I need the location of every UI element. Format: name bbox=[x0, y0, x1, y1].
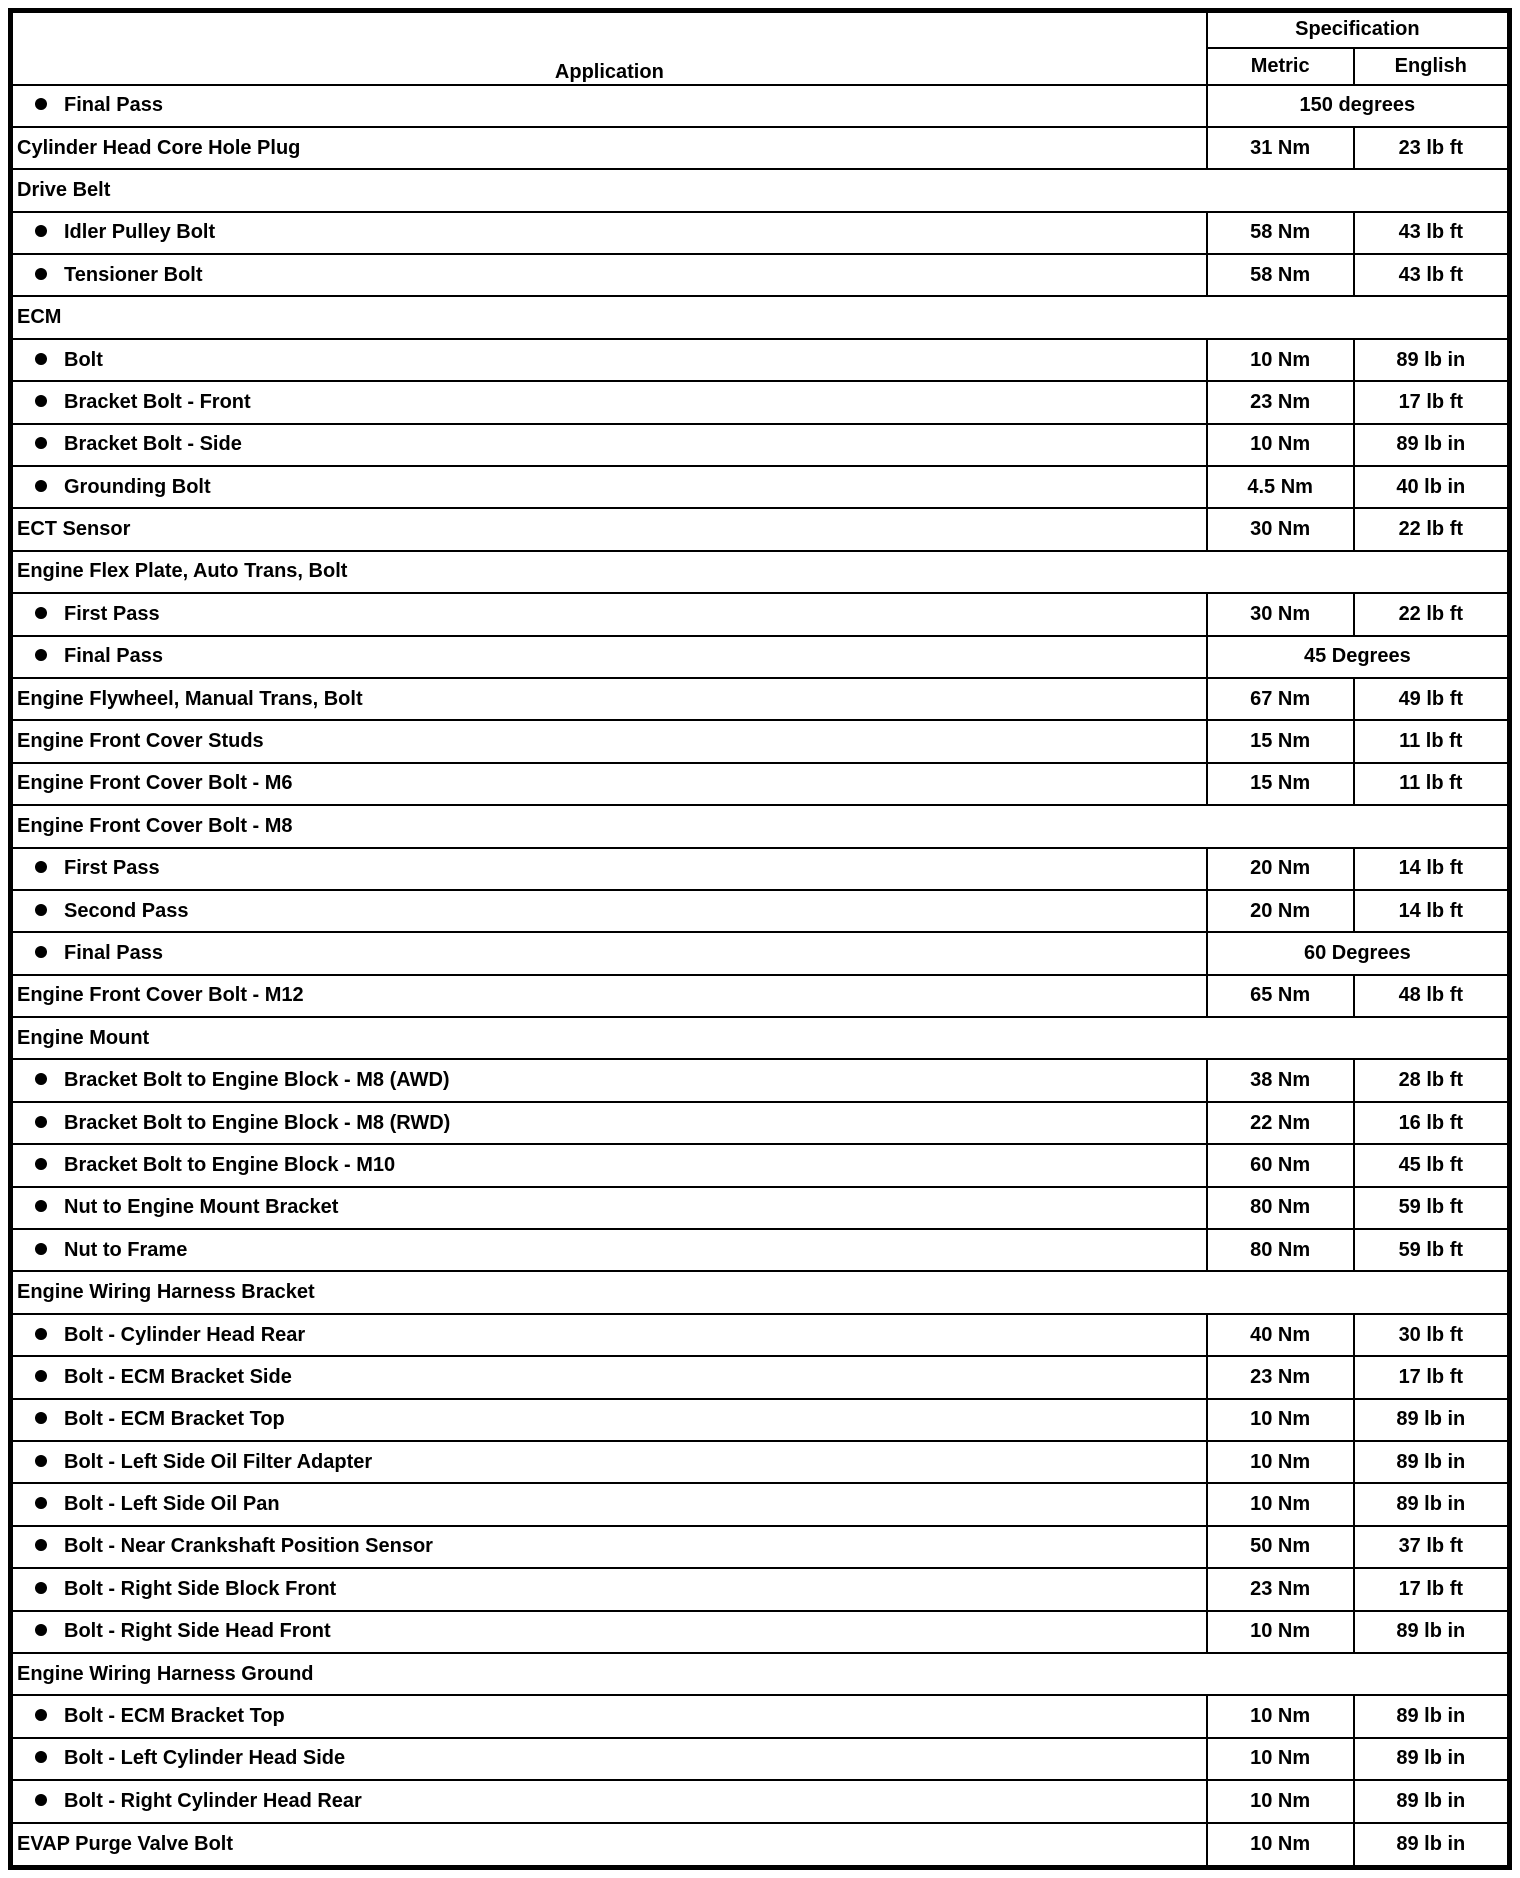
table-row bbox=[11, 890, 1510, 932]
specification-english-value: 89 lb in bbox=[1354, 424, 1510, 466]
table-row bbox=[11, 763, 1510, 805]
bullet-icon bbox=[35, 353, 47, 365]
application-label-text: Engine Front Cover Studs bbox=[17, 730, 264, 753]
bullet-icon bbox=[35, 861, 47, 873]
bullet-icon bbox=[35, 1200, 47, 1212]
application-label-text: Final Pass bbox=[64, 942, 163, 964]
specification-english-value: 14 lb ft bbox=[1354, 890, 1510, 932]
specification-english-value: 89 lb in bbox=[1354, 1695, 1510, 1737]
application-section-label: Engine Wiring Harness Bracket bbox=[11, 1271, 1510, 1313]
header-row-specification bbox=[11, 11, 1510, 48]
bullet-icon bbox=[35, 1497, 47, 1509]
application-section-label: ECM bbox=[11, 296, 1510, 338]
specification-metric-value: 20 Nm bbox=[1207, 890, 1354, 932]
bullet-icon bbox=[35, 1709, 47, 1721]
application-sub-item bbox=[11, 1144, 1207, 1186]
application-sub-item bbox=[11, 890, 1207, 932]
table-row bbox=[11, 1823, 1510, 1868]
table-row bbox=[11, 1399, 1510, 1441]
specification-english-value: 59 lb ft bbox=[1354, 1229, 1510, 1271]
bullet-icon bbox=[35, 1539, 47, 1551]
bullet-icon bbox=[35, 1751, 47, 1763]
table-row bbox=[11, 1229, 1510, 1271]
table-row bbox=[11, 1653, 1510, 1695]
specification-english-value: 49 lb ft bbox=[1354, 678, 1510, 720]
application-sub-item bbox=[11, 636, 1207, 678]
specification-metric-value: 67 Nm bbox=[1207, 678, 1354, 720]
specification-english-value: 28 lb ft bbox=[1354, 1059, 1510, 1101]
specification-metric-value: 40 Nm bbox=[1207, 1314, 1354, 1356]
application-item-label bbox=[11, 720, 1207, 762]
specification-metric-value: 30 Nm bbox=[1207, 508, 1354, 550]
table-row bbox=[11, 1059, 1510, 1101]
bullet-icon bbox=[35, 437, 47, 449]
application-section-label: Engine Wiring Harness Ground bbox=[11, 1653, 1510, 1695]
specification-english-value: 11 lb ft bbox=[1354, 720, 1510, 762]
table-row bbox=[11, 1780, 1510, 1822]
application-sub-item bbox=[11, 1399, 1207, 1441]
specification-english-value: 89 lb in bbox=[1354, 1483, 1510, 1525]
table-header bbox=[11, 11, 1510, 85]
application-sub-item bbox=[11, 424, 1207, 466]
application-label-text: Bolt - Left Side Oil Pan bbox=[64, 1493, 280, 1516]
application-sub-item bbox=[11, 381, 1207, 423]
specification-span-value: 45 Degrees bbox=[1207, 636, 1510, 678]
application-sub-item bbox=[11, 1780, 1207, 1822]
application-label-text: Bracket Bolt - Front bbox=[64, 390, 251, 413]
bullet-icon bbox=[35, 1412, 47, 1424]
table-row bbox=[11, 296, 1510, 338]
specification-english-value: 89 lb in bbox=[1354, 339, 1510, 381]
application-label-text: EVAP Purge Valve Bolt bbox=[17, 1832, 234, 1855]
bullet-icon bbox=[35, 395, 47, 407]
application-item-label bbox=[11, 127, 1207, 169]
specification-english-value: 40 lb in bbox=[1354, 466, 1510, 508]
table-row bbox=[11, 1187, 1510, 1229]
table-row bbox=[11, 1017, 1510, 1059]
application-sub-item bbox=[11, 339, 1207, 381]
specification-english-value: 89 lb in bbox=[1354, 1611, 1510, 1653]
table-row bbox=[11, 848, 1510, 890]
application-sub-item bbox=[11, 254, 1207, 296]
table-row bbox=[11, 551, 1510, 593]
application-sub-item bbox=[11, 848, 1207, 890]
table-row bbox=[11, 212, 1510, 254]
specification-english-value: 45 lb ft bbox=[1354, 1144, 1510, 1186]
application-sub-item bbox=[11, 1102, 1207, 1144]
specification-english-value: 48 lb ft bbox=[1354, 975, 1510, 1017]
application-sub-item bbox=[11, 1356, 1207, 1398]
specification-metric-value: 15 Nm bbox=[1207, 720, 1354, 762]
table-row bbox=[11, 1144, 1510, 1186]
application-section-label: Engine Mount bbox=[11, 1017, 1510, 1059]
table-row bbox=[11, 127, 1510, 169]
specification-english-value: 89 lb in bbox=[1354, 1441, 1510, 1483]
bullet-icon bbox=[35, 946, 47, 958]
application-section-label: Engine Front Cover Bolt - M8 bbox=[11, 805, 1510, 847]
application-section-label: Drive Belt bbox=[11, 169, 1510, 211]
table-row bbox=[11, 85, 1510, 127]
bullet-icon bbox=[35, 649, 47, 661]
specification-metric-value: 20 Nm bbox=[1207, 848, 1354, 890]
table-row bbox=[11, 1441, 1510, 1483]
application-label-text: Bolt - Right Cylinder Head Rear bbox=[64, 1789, 362, 1812]
specification-metric-value: 65 Nm bbox=[1207, 975, 1354, 1017]
table-row bbox=[11, 381, 1510, 423]
bullet-icon bbox=[35, 480, 47, 492]
specification-metric-value: 10 Nm bbox=[1207, 1441, 1354, 1483]
specification-metric-value: 10 Nm bbox=[1207, 424, 1354, 466]
specification-metric-value: 10 Nm bbox=[1207, 1823, 1354, 1868]
bullet-icon bbox=[35, 1116, 47, 1128]
table-row bbox=[11, 678, 1510, 720]
application-sub-item bbox=[11, 1526, 1207, 1568]
specification-metric-value: 58 Nm bbox=[1207, 212, 1354, 254]
application-label-text: Idler Pulley Bolt bbox=[64, 221, 216, 244]
application-label-text: Bolt - ECM Bracket Top bbox=[64, 1408, 285, 1431]
application-sub-item bbox=[11, 1441, 1207, 1483]
application-label-text: Final Pass bbox=[64, 645, 163, 668]
application-sub-item bbox=[11, 932, 1207, 974]
application-label-text: Bolt - Left Cylinder Head Side bbox=[64, 1747, 346, 1770]
specification-english-value: 17 lb ft bbox=[1354, 1568, 1510, 1610]
application-label-text: Engine Flywheel, Manual Trans, Bolt bbox=[17, 687, 363, 710]
application-item-label bbox=[11, 975, 1207, 1017]
application-label-text: Bracket Bolt to Engine Block - M8 (AWD) bbox=[64, 1069, 450, 1092]
application-label-text: Bolt - ECM Bracket Top bbox=[64, 1705, 285, 1728]
application-sub-item bbox=[11, 1611, 1207, 1653]
column-header-specification: Specification bbox=[1207, 11, 1510, 48]
application-label-text: Grounding Bolt bbox=[64, 475, 211, 498]
table-row bbox=[11, 1695, 1510, 1737]
bullet-icon bbox=[35, 1328, 47, 1340]
application-label-text: Bolt - Near Crankshaft Position Sensor bbox=[64, 1535, 433, 1558]
specification-english-value: 89 lb in bbox=[1354, 1399, 1510, 1441]
specification-metric-value: 30 Nm bbox=[1207, 593, 1354, 635]
table-row bbox=[11, 1314, 1510, 1356]
specification-metric-value: 10 Nm bbox=[1207, 1483, 1354, 1525]
application-sub-item bbox=[11, 1483, 1207, 1525]
specification-english-value: 37 lb ft bbox=[1354, 1526, 1510, 1568]
application-sub-item bbox=[11, 1738, 1207, 1780]
table-row bbox=[11, 466, 1510, 508]
bullet-icon bbox=[35, 607, 47, 619]
table-row bbox=[11, 424, 1510, 466]
bullet-icon bbox=[35, 1158, 47, 1170]
specification-english-value: 22 lb ft bbox=[1354, 593, 1510, 635]
table-row bbox=[11, 805, 1510, 847]
application-label-text: First Pass bbox=[64, 602, 160, 625]
table-row bbox=[11, 1102, 1510, 1144]
specification-metric-value: 10 Nm bbox=[1207, 1695, 1354, 1737]
specification-english-value: 16 lb ft bbox=[1354, 1102, 1510, 1144]
table-row bbox=[11, 1611, 1510, 1653]
specification-metric-value: 10 Nm bbox=[1207, 1780, 1354, 1822]
specification-english-value: 43 lb ft bbox=[1354, 212, 1510, 254]
specification-english-value: 23 lb ft bbox=[1354, 127, 1510, 169]
specification-metric-value: 80 Nm bbox=[1207, 1187, 1354, 1229]
application-sub-item bbox=[11, 212, 1207, 254]
specification-english-value: 43 lb ft bbox=[1354, 254, 1510, 296]
specification-english-value: 11 lb ft bbox=[1354, 763, 1510, 805]
application-label-text: Nut to Engine Mount Bracket bbox=[64, 1196, 339, 1219]
application-label-text: Final Pass bbox=[64, 94, 163, 117]
application-label-text: Bolt - Right Side Block Front bbox=[64, 1577, 337, 1600]
table-row bbox=[11, 720, 1510, 762]
table-row bbox=[11, 1568, 1510, 1610]
specification-metric-value: 60 Nm bbox=[1207, 1144, 1354, 1186]
table-row bbox=[11, 932, 1510, 974]
specification-english-value: 89 lb in bbox=[1354, 1780, 1510, 1822]
application-section-label: Engine Flex Plate, Auto Trans, Bolt bbox=[11, 551, 1510, 593]
specification-metric-value: 10 Nm bbox=[1207, 339, 1354, 381]
specification-metric-value: 10 Nm bbox=[1207, 1399, 1354, 1441]
table-row bbox=[11, 1526, 1510, 1568]
application-label-text: ECT Sensor bbox=[17, 518, 131, 541]
application-item-label bbox=[11, 763, 1207, 805]
application-label-text: Bolt - Right Side Head Front bbox=[64, 1620, 331, 1643]
column-header-application: Application bbox=[11, 11, 1207, 85]
application-sub-item bbox=[11, 1229, 1207, 1271]
application-sub-item bbox=[11, 1695, 1207, 1737]
table-row bbox=[11, 636, 1510, 678]
table-row bbox=[11, 254, 1510, 296]
table-row bbox=[11, 593, 1510, 635]
specification-metric-value: 23 Nm bbox=[1207, 381, 1354, 423]
specification-metric-value: 58 Nm bbox=[1207, 254, 1354, 296]
specification-metric-value: 23 Nm bbox=[1207, 1356, 1354, 1398]
bullet-icon bbox=[35, 98, 47, 110]
bullet-icon bbox=[35, 1455, 47, 1467]
specification-metric-value: 38 Nm bbox=[1207, 1059, 1354, 1101]
specification-english-value: 89 lb in bbox=[1354, 1738, 1510, 1780]
table-row bbox=[11, 339, 1510, 381]
table-body bbox=[11, 85, 1510, 1868]
table-row bbox=[11, 1356, 1510, 1398]
application-sub-item bbox=[11, 466, 1207, 508]
table-row bbox=[11, 1271, 1510, 1313]
specification-metric-value: 15 Nm bbox=[1207, 763, 1354, 805]
specification-span-value: 150 degrees bbox=[1207, 85, 1510, 127]
application-item-label bbox=[11, 678, 1207, 720]
specification-span-value: 60 Degrees bbox=[1207, 932, 1510, 974]
specification-english-value: 30 lb ft bbox=[1354, 1314, 1510, 1356]
application-label-text: First Pass bbox=[64, 857, 160, 880]
table-row bbox=[11, 169, 1510, 211]
application-label-text: Engine Front Cover Bolt - M6 bbox=[17, 772, 293, 795]
bullet-icon bbox=[35, 1370, 47, 1382]
application-label-text: Bracket Bolt - Side bbox=[64, 433, 242, 456]
application-sub-item bbox=[11, 85, 1207, 127]
application-label-text: Bracket Bolt to Engine Block - M8 (RWD) bbox=[64, 1111, 451, 1134]
table-row bbox=[11, 1738, 1510, 1780]
application-label-text: Bolt bbox=[64, 348, 103, 371]
bullet-icon bbox=[35, 1073, 47, 1085]
table-row bbox=[11, 1483, 1510, 1525]
column-header-metric: Metric bbox=[1207, 48, 1354, 85]
application-label-text: Bolt - ECM Bracket Side bbox=[64, 1365, 292, 1388]
application-sub-item bbox=[11, 1314, 1207, 1356]
bullet-icon bbox=[35, 1582, 47, 1594]
bullet-icon bbox=[35, 225, 47, 237]
specification-metric-value: 10 Nm bbox=[1207, 1738, 1354, 1780]
specification-metric-value: 23 Nm bbox=[1207, 1568, 1354, 1610]
application-label-text: Engine Front Cover Bolt - M12 bbox=[17, 984, 304, 1007]
application-sub-item bbox=[11, 1059, 1207, 1101]
column-header-english: English bbox=[1354, 48, 1510, 85]
specification-english-value: 14 lb ft bbox=[1354, 848, 1510, 890]
application-sub-item bbox=[11, 1568, 1207, 1610]
application-label-text: Bolt - Left Side Oil Filter Adapter bbox=[64, 1450, 373, 1473]
application-item-label bbox=[11, 508, 1207, 550]
application-sub-item bbox=[11, 593, 1207, 635]
specification-metric-value: 31 Nm bbox=[1207, 127, 1354, 169]
bullet-icon bbox=[35, 904, 47, 916]
specification-english-value: 17 lb ft bbox=[1354, 1356, 1510, 1398]
application-sub-item bbox=[11, 1187, 1207, 1229]
table-row bbox=[11, 508, 1510, 550]
application-label-text: Second Pass bbox=[64, 899, 189, 922]
fastener-tightening-specifications-table bbox=[8, 8, 1512, 1870]
bullet-icon bbox=[35, 1624, 47, 1636]
application-item-label bbox=[11, 1823, 1207, 1868]
bullet-icon bbox=[35, 1794, 47, 1806]
specification-metric-value: 22 Nm bbox=[1207, 1102, 1354, 1144]
specification-metric-value: 50 Nm bbox=[1207, 1526, 1354, 1568]
application-label-text: Nut to Frame bbox=[64, 1238, 188, 1261]
bullet-icon bbox=[35, 1243, 47, 1255]
application-label-text: Cylinder Head Core Hole Plug bbox=[17, 136, 301, 159]
specification-metric-value: 4.5 Nm bbox=[1207, 466, 1354, 508]
specification-english-value: 89 lb in bbox=[1354, 1823, 1510, 1868]
application-label-text: Tensioner Bolt bbox=[64, 263, 203, 286]
table-row bbox=[11, 975, 1510, 1017]
application-label-text: Bolt - Cylinder Head Rear bbox=[64, 1323, 306, 1346]
bullet-icon bbox=[35, 268, 47, 280]
specification-english-value: 22 lb ft bbox=[1354, 508, 1510, 550]
specification-english-value: 17 lb ft bbox=[1354, 381, 1510, 423]
application-label-text: Bracket Bolt to Engine Block - M10 bbox=[64, 1153, 396, 1176]
specification-metric-value: 80 Nm bbox=[1207, 1229, 1354, 1271]
specification-metric-value: 10 Nm bbox=[1207, 1611, 1354, 1653]
specification-english-value: 59 lb ft bbox=[1354, 1187, 1510, 1229]
